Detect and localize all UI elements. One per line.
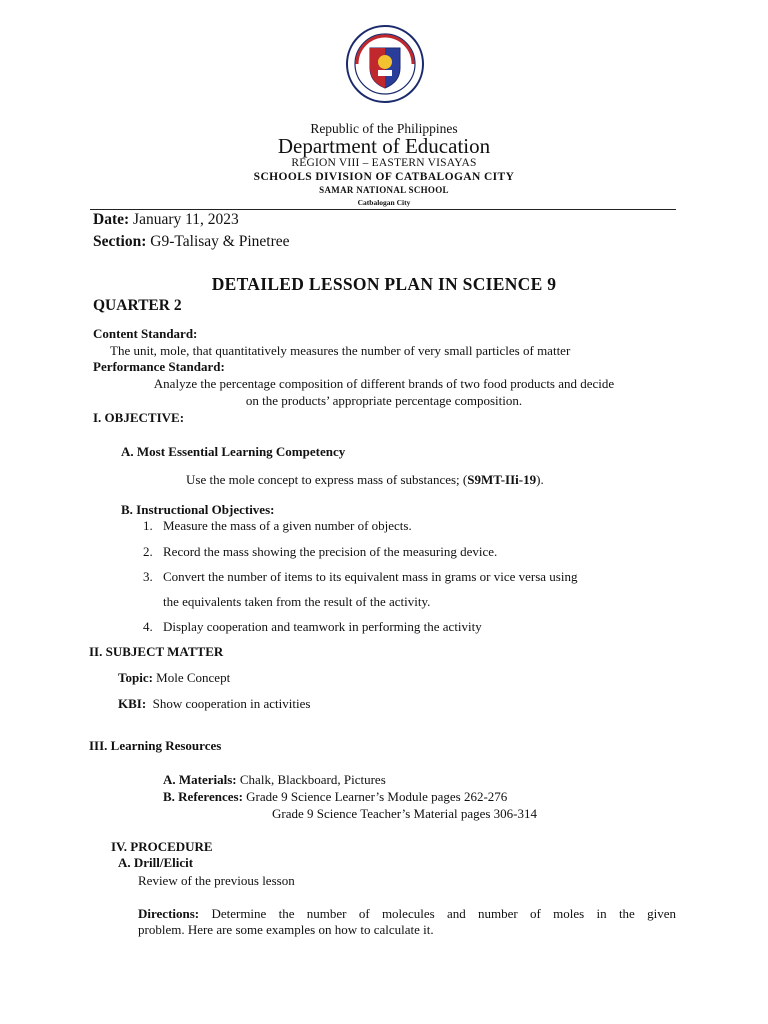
republic-heading: Republic of the Philippines [310,121,458,136]
document-title: DETAILED LESSON PLAN IN SCIENCE 9 [211,274,557,294]
materials-label: A. Materials: [163,772,237,787]
objective-item-4 [143,619,482,635]
procedure-heading: IV. PROCEDURE [111,839,213,854]
quarter-heading: QUARTER 2 [93,297,182,314]
kbi-label: KBI: [118,696,147,711]
drill-elicit-text: Review of the previous lesson [138,873,295,888]
materials-line [163,772,386,788]
date-label: Date: [93,211,130,228]
topic-line [118,670,230,686]
references-value-1: Grade 9 Science Learner’s Module pages 262-276 [246,789,508,804]
content-standard-label: Content Standard: [93,326,198,341]
references-line [163,789,507,805]
objective-text: the equivalents taken from the result of the activity. [163,594,431,609]
section-label: Section: [93,233,147,250]
division-heading: SCHOOLS DIVISION OF CATBALOGAN CITY [253,171,515,183]
references-value-2: Grade 9 Science Teacher’s Material pages 306-314 [272,806,538,821]
section-value: G9-Talisay & Pinetree [150,233,290,250]
objective-heading: I. OBJECTIVE: [93,410,185,425]
melc-code: S9MT-IIi-19 [467,472,537,487]
topic-label: Topic: [118,670,153,685]
directions-line-2: problem. Here are some examples on how to calculate it. [138,922,434,937]
performance-standard-label: Performance Standard: [93,359,225,374]
directions-text-1: Determine the number of molecules and number of moles in the given [211,906,677,921]
directions-label: Directions: [138,906,200,921]
kbi-value: Show cooperation in activities [152,696,311,711]
city-heading: Catbalogan City [357,198,411,207]
objective-text: Record the mass showing the precision of the measuring device. [163,544,498,559]
objective-number: 3. [143,569,153,584]
melc-heading: A. Most Essential Learning Competency [121,444,346,459]
performance-standard-line-2: on the products’ appropriate percentage composition. [245,393,523,408]
subject-matter-heading: II. SUBJECT MATTER [89,644,224,659]
objective-number: 1. [143,518,153,533]
objective-item-2 [143,544,497,560]
kbi-line [118,696,310,712]
section-line [93,233,290,251]
topic-value: Mole Concept [156,670,231,685]
melc-text-start: Use the mole concept to express mass of substances; ( [186,472,468,487]
melc-text-end: ). [536,472,544,487]
performance-standard-line-1: Analyze the percentage composition of different brands of two food products and decide [153,376,615,391]
date-line [93,211,239,229]
learning-resources-heading: III. Learning Resources [89,738,222,753]
directions-line-1 [138,906,676,922]
header-divider [90,209,676,210]
objective-text: Convert the number of items to its equivalent mass in grams or vice versa using [163,569,578,584]
region-heading: REGION VIII – EASTERN VISAYAS [291,157,477,169]
instructional-objectives-heading: B. Instructional Objectives: [121,502,275,517]
references-label: B. References: [163,789,243,804]
drill-elicit-heading: A. Drill/Elicit [118,855,194,870]
content-standard-text: The unit, mole, that quantitatively measures the number of very small particles of matter [110,343,571,358]
objective-item-1 [143,518,412,534]
objective-item-3-continued [143,594,430,610]
objective-text: Display cooperation and teamwork in performing the activity [163,619,482,634]
objective-item-3 [143,569,577,585]
deped-seal-logo [345,24,425,104]
school-heading: SAMAR NATIONAL SCHOOL [319,185,449,195]
objective-text: Measure the mass of a given number of objects. [163,518,412,533]
objective-number: 2. [143,544,153,559]
melc-text [186,472,544,488]
objective-number: 4. [143,619,153,634]
materials-value: Chalk, Blackboard, Pictures [239,772,386,787]
date-value: January 11, 2023 [133,211,239,228]
department-heading: Department of Education [277,134,491,158]
